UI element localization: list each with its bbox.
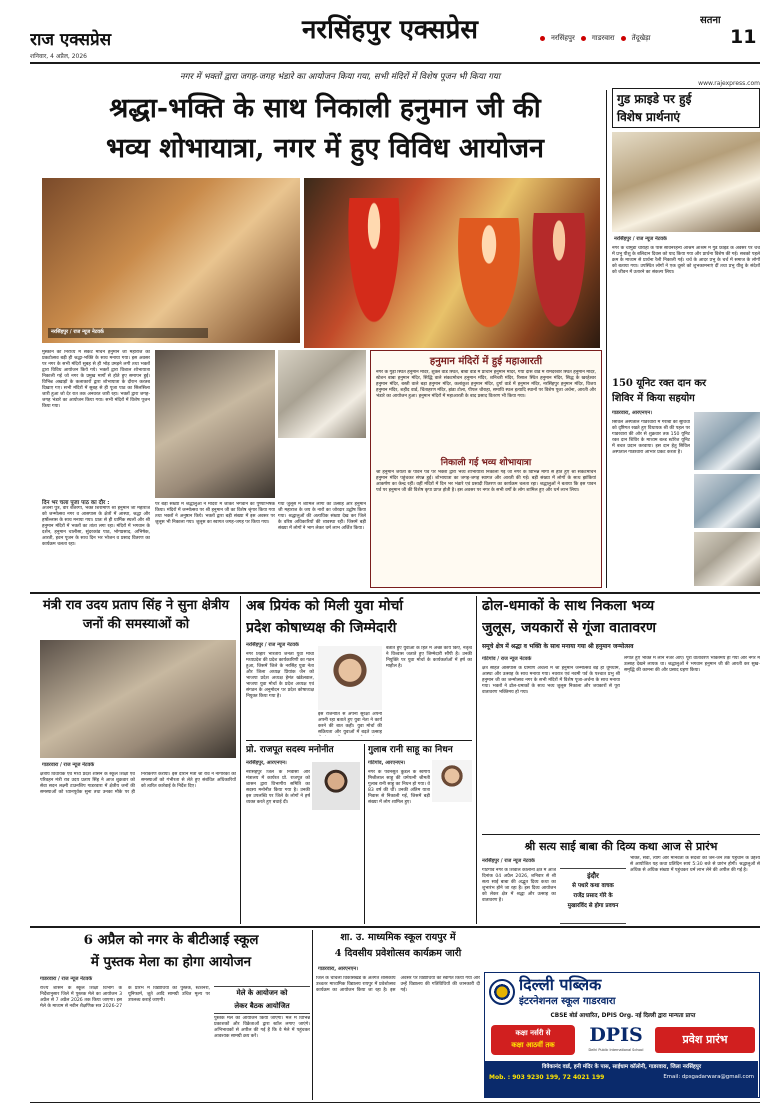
priyank-body-3: बताते हुए युवाओं के हित में अच्छे कार्य किए, नेतृत्व ने विश्वास जताते हुए जिम्मेदारी सौंपी है। उनकी नियुक्ति पर युवा मोर्चा के कार्यकर्ताओं में हर्ष का माहौल है।: [386, 646, 472, 669]
procession-headline-1: ढोल-धमाकों के साथ निकला भव्य: [482, 598, 655, 614]
lead-body-3: पर बड़ी संख्या में श्रद्धालुओं ने मंदिरों में जाकर भगवान का पुष्पाभिषेक किया। मंदिरों में जन्मोत्सव पर श्री हनुमान जी का विशेष श्रृंगार किया गया तथा भक्तों ने अनुष्ठान किये। भक्तों द्वारा बड़ी संख्या में इस अवसर पर जुलूस भी निकाला गया। जुलूस का स्वागत जगह-जगह पर किया गया।: [155, 502, 275, 525]
mahaarti-body-2: श्री हनुमान जयंती के पावन पर्व पर भक्तों द्वारा भव्य शोभायात्रा निकाली गई जो नगर के विभिन्न मार्गों से होते हुए श्री संकटमोचन हनुमान मंदिर पहुंचकर संपन्न हुई। शोभायात्रा का जगह-जगह स्वागत और आरती की गई। बड़ी संख्या में लोगों के साथ झांकियां आकर्षण का केन्द्र रहीं। वहीं मंदिरों में दिन भर भंडारे एवं प्रसादी वितरण का कार्यक्रम चलता रहा। श्रद्धालुओं ने बताया कि इस पावन पर्व पर हनुमान जी की विशेष कृपा प्राप्त होती है। इस अवसर पर नगर के सभी वर्गों के लोग शामिल हुए और धर्म लाभ लिया।: [376, 470, 596, 493]
bookfair-pull-2: लेकर बैठक आयोजित: [234, 1002, 290, 1010]
minister-headline: मंत्री राव उदय प्रताप सिंह ने सुना क्षेत्रीय जनों की समस्याओं को: [42, 598, 230, 632]
minister-body: क्षेत्रीय विधायक एवं मध्य प्रदेश शासन के स्कूल शिक्षा एवं परिवहन मंत्री राव उदय प्रताप सिंह ने आज शुक्रवार को सेवा सदन लक्ष्मी टाउनशिप गाडरवारा में क्षेत्रीय जनों की समस्याओं को ध्यानपूर्वक सुना तथा उनका मौके पर ही निराकरण कराया। इस दौरान मंत्री श्री राव ने नागरिकों की समस्याओं को गंभीरता से लेते हुए संबंधित अधिकारियों को त्वरित कार्रवाई के निर्देश दिए।: [40, 772, 236, 795]
procession-body: क्षेत्र सहित आसपास के ग्रामीण अंचलों में श्री हनुमान जन्मोत्सव बड़े ही धूमधाम, आस्था और उत्साह के साथ मनाया गया। नवरात्र एवं नवमी पर्व के पश्चात प्रभु श्री हनुमान जी का जन्मोत्सव नगर के सभी मंदिरों में विशेष पूजा-अर्चना के साथ मनाया गया। भक्तों ने ढोल-धमाकों के साथ भव्य जुलूस निकाला और जयकारों से पूरा वातावरण भक्तिमय हो गया।: [482, 666, 620, 695]
sai-pull-4: मुखारविंद से होगा प्रवचन: [567, 903, 619, 909]
column-rule: [606, 90, 607, 588]
lead-headline-2: भव्य शोभायात्रा, नगर में हुए विविध आयोजन: [105, 133, 545, 164]
sai-pull-3: राजेंद्र प्रसाद गोरे के: [573, 893, 613, 899]
inner-rule: [482, 834, 760, 835]
lead-photo-temple: [278, 350, 366, 438]
priyank-body: नगर तिहार भारतीय जनता युवा मोर्चा मध्यप्रदेश की प्रदेश कार्यकारिणी का गठन हुआ, जिसमें जिले के नरसिंह युवा नेता और जिला अध्यक्ष प्रियांक जैन को भाजपा प्रदेश अध्यक्ष हेमंत खंडेलवाल, भाजपा युवा मोर्चा के प्रदेश अध्यक्ष एवं संगठन के अनुमोदन पर प्रदेश कोषाध्यक्ष नियुक्त किया गया है।: [246, 652, 314, 699]
procession-kicker: समूचे क्षेत्र में श्रद्धा व भक्ति के साथ मनाया गया श्री हनुमान जन्मोत्सव: [482, 643, 634, 650]
school-ad-classes-badge: [491, 1025, 575, 1055]
blood-photo-1: [694, 412, 760, 470]
masthead-center-title: नरसिंहपुर एक्सप्रेस: [302, 15, 478, 45]
school-ad-admission-banner: प्रवेश प्रारंभ: [655, 1027, 755, 1053]
minister-credit: गाडरवारा / राज न्यूज नेटवर्क: [42, 762, 95, 768]
tableau-figure: [344, 198, 404, 338]
section-rule: [30, 926, 760, 928]
sai-body: गोटेगांव नगर के शिवाल कॉलोनी क्षेत्र में आज दिनांक 04 अप्रैल 2026, शनिवार से श्री सत्य साई बाबा की अद्भुत दिव्य कथा का शुभारंभ होने जा रहा है। इस दिव्य आयोजन को लेकर क्षेत्र में श्रद्धा और उत्साह का वातावरण है।: [482, 868, 556, 903]
sai-credit: नरसिंहपुर / राज न्यूज नेटवर्क: [482, 858, 535, 864]
obit-body: नगर के पवनसुत कुंडल के स्वर्गीय मिश्रीलाल साहू की धर्मपत्नी श्रीमती गुलाब रानी साहू का निधन हो गया। वे 83 वर्ष की थीं। उनकी अंतिम यात्रा निवास से निकाली गई, जिसमें बड़ी संख्या में लोग शामिल हुए।: [368, 770, 430, 805]
bookfair-pullquote: [214, 986, 310, 1014]
priyank-portrait: [318, 646, 382, 710]
footer-rule: [30, 1102, 760, 1103]
masthead-city: सतना: [700, 15, 721, 26]
priyank-headline-1: अब प्रियंक को मिली युवा मोर्चा: [246, 598, 404, 614]
raipur-headline-1: शा. उ. माध्यमिक स्कूल रायपुर में: [340, 932, 456, 943]
lead-photo-procession: [42, 178, 300, 343]
lead-kicker: नगर में भक्तों द्वारा जगह-जगह भंडारे का आयोजन किया गया, सभी मंदिरों में विशेष पूजन भी किया गया: [179, 72, 501, 82]
priyank-headline-2: प्रदेश कोषाध्यक्ष की जिम्मेदारी: [246, 620, 397, 636]
lead-headline-1: श्रद्धा-भक्ति के साथ निकाली हनुमान जी की: [109, 93, 541, 124]
school-ad-logo-sub: Delhi Public International School: [588, 1048, 644, 1052]
bookfair-pull-1: मेले के आयोजन को: [236, 989, 288, 997]
column-rule: [364, 744, 365, 924]
school-ad-title-1: दिल्ली पब्लिक: [519, 975, 602, 994]
masthead: [0, 0, 778, 66]
obit-portrait: [432, 760, 472, 802]
blood-photo-3: [694, 532, 760, 586]
bookfair-body-2: पुस्तक मेले का आयोजन किया जाएगा। मेले में विभिन्न प्रकाशकों और विक्रेताओं द्वारा स्टॉल लगाए जाएंगे। अभिभावकों से अपील की गई है कि वे मेले में पहुंचकर आवश्यक सामग्री क्रय करें।: [214, 1016, 310, 1039]
dot-icon: [540, 36, 545, 41]
school-ad-badge-2: कक्षा आठवीं तक: [511, 1041, 555, 1049]
lead-photo-crowd-1: [155, 350, 275, 498]
column-rule: [476, 596, 477, 924]
goodfriday-title-1: गुड फ्राइडे पर हुई: [617, 92, 692, 106]
mahaarti-body: नगर के गुड़ी स्थित हनुमान मंदिर, शुक्ल वार्ड स्थित, बाबा वार्ड में प्राचीन हनुमान मंदिर, गया दास वार्ड में रामदरबार स्थित हनुमान मंदिर, स्टेशन बाबा हनुमान मंदिर, सिद्धि वाले संकटमोचन हनुमान मंदिर, शनिचरी मंदिर, रिसाल स्थित हनुमान मंदिर, सिद्ध के खरहेश्वर हनुमान मंदिर, बस्ती वाले बड़ा हनुमान मंदिर, कलांकुश हनुमान मंदिर, दुर्गा वार्ड में हनुमान मंदिर, नरसिंहपुर हनुमान मंदिर, विजय हनुमान मंदिर, शहीद वार्ड, चिंताहरण मंदिर, झंडा टोला, पीपल चौराहा, समाधि स्थल इत्यादि स्थानों पर विशेष पूजा अर्चना, आरती और भंडारे का आयोजन हुआ। हनुमान मंदिरों में महाआरती के बाद प्रसाद वितरण भी किया गया।: [376, 370, 596, 399]
goodfriday-header: [612, 88, 760, 128]
rajput-head: प्रो. राजपूत सदस्य मनोनीत: [246, 745, 334, 755]
school-ad-affiliation: CBSE बोर्ड आधारित, DPIS Org. नई दिल्ली द्वारा मान्यता प्राप्त: [550, 1013, 696, 1019]
masthead-sub-mid: गाडरवारा: [591, 33, 615, 42]
procession-headline-2: जुलूस, जयकारों से गूंजा वातावरण: [482, 620, 656, 636]
school-ad-logo: [581, 1023, 651, 1057]
goodfriday-credit: नरसिंहपुर / राज न्यूज नेटवर्क: [614, 236, 667, 242]
masthead-sub-left: नरसिंहपुर: [551, 33, 575, 42]
dot-icon: [621, 36, 626, 41]
school-ad: [484, 972, 760, 1098]
bookfair-headline-2: में पुस्तक मेला का होगा आयोजन: [90, 954, 252, 970]
blood-credit: गाडरवारा, आरएनएन।: [612, 410, 653, 416]
obit-credit: गोटेगांव, आरएनएन।: [368, 760, 406, 766]
lead-body-2: अंजनी पुत्र, वीर बजरंगी, भक्त शिरोमणि श्री हनुमान जी महाराज को जन्मोत्सव नगर व आसपास के क्षेत्रों में आस्था, श्रद्धा और हर्षोल्लास के साथ मनाया गया। प्रातः से ही धार्मिक स्थलों और श्री हनुमान मंदिरों में भक्तों का तांता लगा रहा। मंदिरों में भगवान के दर्शन, हनुमान चालीसा, सुंदरकांड पाठ, भोगप्रसाद, अभिषेक, आरती, हवन पूजन के साथ दिन भर भोजन व प्रसाद वितरण का कार्यक्रम चलता रहा।: [42, 506, 150, 547]
tableau-figure: [454, 218, 524, 338]
procession-body-2: लगाते हुए भक्ति में लीन नजर आए। पूरा वातावरण भक्तिमय हो गया और नगर में उत्साह देखने लायक था। श्रद्धालुओं ने भगवान हनुमान जी की आरती कर सुख-समृद्धि की कामना की और प्रसाद ग्रहण किया।: [624, 656, 760, 673]
mahaarti-title: हनुमान मंदिरों में हुई महाआरती: [429, 356, 543, 367]
rajput-credit: नरसिंहपुर, आरएनएन।: [246, 760, 287, 766]
bookfair-credit: गाडरवारा / राज न्यूज नेटवर्क: [40, 976, 93, 982]
blood-title-2: शिविर में किया सहयोग: [612, 393, 695, 404]
mahaarti-box: [370, 350, 602, 588]
lead-photo-credit: नरसिंहपुर / राज न्यूज नेटवर्क: [48, 328, 208, 338]
blood-photo-2: [694, 474, 760, 528]
lead-body-4: गया जुलूस में शामिल लोगों का उत्साह और हनुमान जी महाराज के जय के नारों का जोरदार उद्घोष किया गया। श्रद्धालुओं की अत्यधिक संख्या देख कर जिले के वरिष्ठ अधिकारियों की व्यवस्था रही। जिसमें बड़ी संख्या में लोगों ने भाग लेकर धर्म लाभ अर्जित किया।: [278, 502, 366, 531]
section-rule: [30, 592, 760, 594]
rajput-portrait: [312, 762, 360, 810]
school-ad-address: विवेकानंद वार्ड, हनी मंदिर के पास, साईधाम कॉलोनी, गाडरवारा, जिला नरसिंहपुर: [541, 1064, 702, 1070]
lead-photo-tableau: [304, 178, 600, 348]
sai-pullquote: [560, 868, 626, 924]
lead-body: मुस्कान को निरोध्य में संकट मोचन हनुमान जी महाराज का प्रकटोत्सव बड़ी ही श्रद्धा-भक्ति के साथ मनाया गया। इस अवसर पर नगर के सभी मंदिरों सुबह से ही भोड़ उमड़ने लगी तथा भक्तों द्वारा विविध आयोजन किये गये। भक्तों द्वारा विशाल शोभायात्रा निकाली गई जो नगर के प्रमुख मार्गों से होते हुए समापन हुई। विभिन्न अखाड़ों के कलाकारों द्वारा शोभायात्रा के दौरान करतब दिखाए गए। सभी मंदिरों में सुबह से ही पूजा पाठ का सिलसिला जारी हुआ जो देर रात तक अनवरत जारी रहा। भक्तों द्वारा जगह-जगह भंडारे का आयोजन किया गया। सभी मंदिरों में विशेष पूजन किया गया।: [42, 350, 150, 409]
sai-pull-2: से पधारे कथा वाचक: [572, 883, 614, 889]
sai-body-2: भक्ति, सेवा, त्याग और मानवता के संदेशों को जन-जन तक पहुंचाने के उद्देश्य से आयोजित यह कथा प्रतिदिन सायं 5:30 बजे से प्रारंभ होगी। श्रद्धालुओं से अधिक से अधिक संख्या में पहुंचकर धर्म लाभ लेने की अपील की गई है।: [630, 856, 760, 873]
raipur-body: जिले के चीचली विकासखंड के अंतर्गत शासकीय उच्चतर माध्यमिक विद्यालय रायपुर में प्रवेशोत्सव कार्यक्रम का आयोजन किया जा रहा है। इस अवसर पर विद्यार्थियों का स्वागत किया गया और उन्हें विद्यालय की गतिविधियों की जानकारी दी गई।: [316, 976, 480, 993]
masthead-left-title: राज एक्सप्रेस: [30, 30, 112, 50]
school-ad-mobile: Mob. : 903 9230 199, 72 4021 199: [489, 1074, 605, 1081]
sai-pull-1: इंदौर: [587, 872, 599, 880]
priyank-credit: नरसिंहपुर / राज न्यूज नेटवर्क: [246, 642, 299, 648]
blood-body: सिविल अस्पताल गाडरवारा में गरीबी की सुविधा को दृष्टिगत रखते हुए विधायक श्री की पहल पर गाडरवारा की ओर से शुक्रवार तक 150 यूनिट रक्त दान शिविर के माध्यम बल्ड स्टोरेज यूनिट में बचत प्रदान करवाया। इस दान हेतु सिविल अस्पताल गाडरवारा आभार प्रकट करता है।: [612, 420, 690, 455]
bookfair-headline-1: 6 अप्रैल को नगर के बीटीआई स्कूल: [83, 932, 259, 948]
blood-title-1: 150 यूनिट रक्त दान कर: [612, 378, 707, 389]
inner-rule: [246, 740, 472, 741]
masthead-sub-right: तेंदूखेड़ा: [631, 33, 651, 42]
minister-photo: [40, 640, 236, 758]
goodfriday-photo: [612, 132, 760, 232]
column-rule: [240, 596, 241, 924]
masthead-date: शनिवार, 4 अप्रैल, 2026: [30, 53, 87, 60]
sai-headline: श्री सत्य साई बाबा की दिव्य कथा आज से प्रारंभ: [524, 840, 718, 853]
school-ad-address-bar: [485, 1061, 758, 1097]
bookfair-body: राज्य शासन के स्कूल शिक्षा विभाग के निर्देशानुसार जिले में पुस्तक मेले का आयोजन 3 अप्रैल से 7 अप्रैल 2026 तक किया जाएगा। इस मेले के माध्यम से नवीन शैक्षणिक सत्र 2026-27 के प्रारंभ में विद्यार्थियों को पुस्तकें, स्टेशनरी, यूनिफार्म, जूते आदि सामग्री उचित मूल्य पर उपलब्ध कराई जाएगी।: [40, 986, 210, 1009]
mahaarti-subtitle: निकाली गई भव्य शोभायात्रा: [440, 458, 532, 468]
masthead-rule: [30, 62, 760, 64]
priyank-body-2: इस राजनीति से अपनी सुरक्षा अपनी अपनी रहा बताते हुए युवा नेता ने कार्य करने की बात कही। युवा मोर्चा की सक्रियता और युवाओं में बढ़ते उत्साह: [318, 712, 382, 735]
school-ad-emblem-icon: [489, 979, 515, 1005]
school-ad-email: Email: dpsgadarwara@gmail.com: [663, 1074, 754, 1080]
lead-body-col1: [42, 350, 150, 586]
rajput-body: नरसिंहपुर जिले के निवासी और मंत्रालय में कार्यरत प्रो. राजपूत को शासन द्वारा विभागीय समिति का सदस्य मनोनीत किया गया है। उनकी इस उपलब्धि पर जिले के लोगों ने हर्ष व्यक्त करते हुए बधाई दी।: [246, 770, 310, 805]
raipur-headline-2: 4 दिवसीय प्रवेशोत्सव कार्यक्रम जारी: [334, 948, 462, 959]
tableau-figure: [529, 213, 589, 338]
school-ad-logo-text: DPIS: [589, 1024, 643, 1046]
school-ad-title-2: इंटरनेशनल स्कूल गाडरवारा: [519, 996, 616, 1007]
lead-subhead: दिन भर चला पूजा पाठ का दौर :: [42, 500, 110, 506]
obit-head: गुलाब रानी साहू का निधन: [368, 745, 453, 755]
goodfriday-title-2: विशेष प्रार्थनाएं: [617, 110, 681, 124]
raipur-credit: गाडरवारा, आरएनएन।: [318, 966, 359, 972]
website: www.rajexpress.com: [698, 80, 760, 87]
goodfriday-body: नगर के चामुंडा चौराहा के पास सविनरहन्य आश्रम आश्रम में गुड फ्राइडे के अवसर पर चर्च में प्रभु यीशु के बलिदान दिवस को याद किया गया और प्रार्थना विशेष की गई। सबको पहले क्रम के माध्यम से प्रार्थना रैली निकाली गई। चर्च के आदर प्रभु के चर्च में समाज के लोगों को बताया गया। उपस्थित लोगों ने एक दूसरे को शुभकामनाएं दीं तथा प्रभु यीशु के संदेशों को जीवन में उतारने का संकल्प लिया।: [612, 246, 760, 275]
school-ad-badge-1: कक्षा नर्सरी से: [515, 1029, 551, 1037]
page-number: 11: [730, 26, 757, 48]
column-rule: [312, 930, 313, 1100]
procession-credit: गोटेगांव / राज न्यूज नेटवर्क: [482, 656, 532, 662]
masthead-sub-bar: [540, 31, 730, 45]
dot-icon: [581, 36, 586, 41]
school-ad-contact-row: [489, 1072, 754, 1083]
